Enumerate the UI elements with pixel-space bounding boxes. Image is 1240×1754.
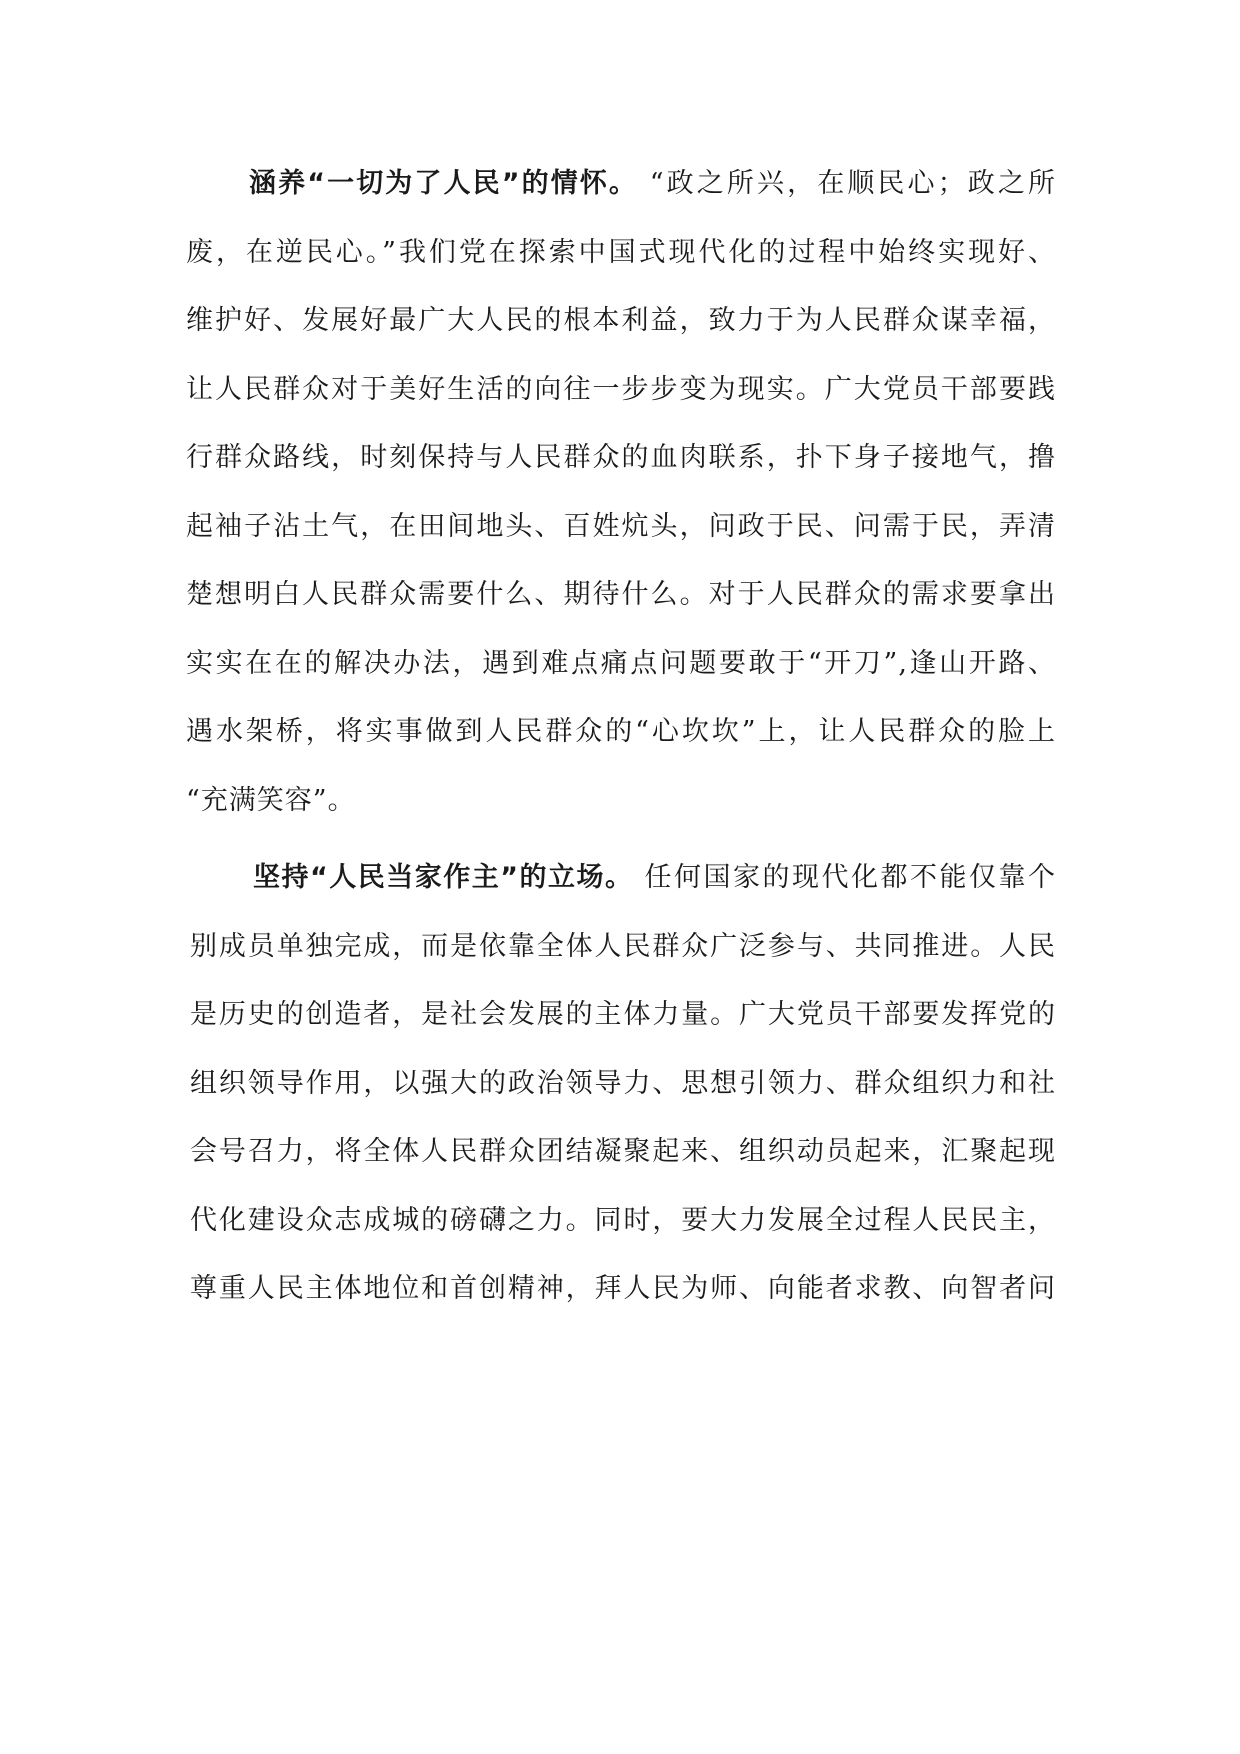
paragraph-people-first: [186, 150, 1056, 835]
paragraph-line: 会号召力，将全体人民群众团结凝聚起来、组织动员起来，汇聚起现: [190, 1136, 1056, 1167]
paragraph-line: 是历史的创造者，是社会发展的主体力量。广大党员干部要发挥党的: [190, 999, 1056, 1030]
paragraph-people-as-masters: [186, 844, 1056, 1324]
paragraph-line: 尊重人民主体地位和首创精神，拜人民为师、向能者求教、向智者问: [190, 1273, 1056, 1304]
paragraph-heading: 涵养“一切为了人民”的情怀。: [249, 168, 639, 199]
paragraph-line: 实实在在的解决办法，遇到难点痛点问题要敢于“开刀”,逢山开路、: [186, 647, 1056, 679]
paragraph-line: 行群众路线，时刻保持与人民群众的血肉联系，扑下身子接地气，撸: [186, 442, 1056, 473]
paragraph-line: [186, 844, 1056, 913]
paragraph-text: “政之所兴，在顺民心；政之所: [638, 168, 1056, 199]
paragraph-line: 废，在逆民心。”我们党在探索中国式现代化的过程中始终实现好、: [186, 236, 1056, 268]
paragraph-heading: 坚持“人民当家作主”的立场。: [253, 862, 634, 893]
paragraph-text: 任何国家的现代化都不能仅靠个: [633, 862, 1056, 893]
paragraph-line: 组织领导作用，以强大的政治领导力、思想引领力、群众组织力和社: [190, 1067, 1056, 1099]
paragraph-line: [186, 150, 1056, 219]
paragraph-line: 维护好、发展好最广大人民的根本利益，致力于为人民群众谋幸福，: [186, 305, 1056, 336]
paragraph-line: 起袖子沾土气，在田间地头、百姓炕头，问政于民、问需于民，弄清: [186, 510, 1056, 542]
paragraph-line: 遇水架桥，将实事做到人民群众的“心坎坎”上，让人民群众的脸上: [186, 716, 1056, 747]
paragraph-line: 代化建设众志成城的磅礴之力。同时，要大力发展全过程人民民主，: [190, 1204, 1056, 1236]
paragraph-line: 让人民群众对于美好生活的向往一步步变为现实。广大党员干部要践: [186, 373, 1056, 405]
paragraph-line: 别成员单独完成，而是依靠全体人民群众广泛参与、共同推进。人民: [190, 930, 1056, 962]
paragraph-line: 楚想明白人民群众需要什么、期待什么。对于人民群众的需求要拿出: [186, 579, 1056, 610]
paragraph-line: “充满笑容”。: [186, 784, 356, 816]
